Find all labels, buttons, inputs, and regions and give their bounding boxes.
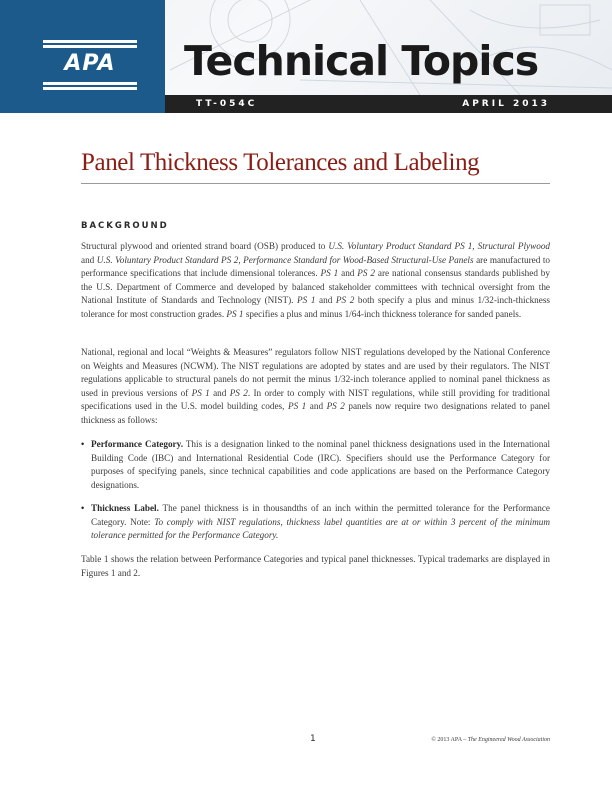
document-code: TT-054C <box>196 99 258 109</box>
article-heading: Panel Thickness Tolerances and Labeling <box>81 149 480 176</box>
text-run: . In order to comply with NIST regulations, while still providing for traditional specifications used in the U.S. model building codes, <box>81 387 551 412</box>
standard-ref: PS 2 <box>326 401 345 412</box>
list-item-thickness-label <box>81 502 550 543</box>
list-item-term: Performance Category. <box>91 439 184 449</box>
text-run: Structural plywood and oriented strand board (OSB) produced to <box>81 241 329 251</box>
list-item-body <box>91 438 550 492</box>
standard-ref: PS 1 <box>226 308 244 319</box>
standard-ref: PS 2 <box>335 295 355 306</box>
bullet-marker: • <box>81 439 85 449</box>
standard-ref: PS 1 <box>191 387 210 398</box>
text-run: panels now require two designations related to panel thickness as follows: <box>81 401 551 425</box>
footer-copyright <box>431 737 550 743</box>
logo-stripe <box>43 45 137 48</box>
page-number: 1 <box>310 734 316 744</box>
text-run: and <box>315 295 336 306</box>
logo-stripe <box>43 40 137 43</box>
standard-ref: PS 1 <box>287 401 307 412</box>
paragraph-background-2 <box>81 346 550 428</box>
text-run: both specify a plus and minus 1/32-inch-thickness tolerance for most construction grades. <box>81 295 550 319</box>
text-run: and <box>306 401 327 412</box>
logo-text: APA <box>64 51 116 76</box>
logo-stripe <box>43 82 137 85</box>
text-run: are manufactured to performance specifications that include dimensional tolerances. <box>81 254 550 279</box>
standard-ref: PS 1 <box>320 268 339 279</box>
paragraph-table-intro: Table 1 shows the relation between Performance Categories and typical panel thicknesses. Typical trademarks are displayed in Figures 1 and 2. <box>81 554 550 578</box>
text-run: National, regional and local “Weights & Measures” regulators follow NIST regulations developed by the National Conference on Weights and Measures (NCWM). The NIST regulations are adopted by states and are used by their regulators. The NIST regulations applicable to structural panels do not permit the minus 1/32-inch tolerance applied to nominal panel thickness as used in previous versions of <box>81 347 550 398</box>
copyright-text: © 2013 APA – <box>431 737 468 743</box>
bullet-marker: • <box>81 503 85 513</box>
text-run: and <box>209 387 230 398</box>
list-item-text: The panel thickness is in thousandths of an inch within the permitted tolerance for the Performance Category. Note: <box>91 503 551 527</box>
standard-ref: PS 2 <box>357 268 375 279</box>
text-run: and <box>81 254 97 265</box>
paragraph-background-1 <box>81 240 550 322</box>
standard-ref: PS 2 <box>229 387 248 398</box>
document-date: APRIL 2013 <box>462 99 550 109</box>
standard-title: U.S. Voluntary Product Standard PS 1, Structural Plywood <box>328 241 551 251</box>
list-item-note: To comply with NIST regulations, thickness label quantities are at or within 3 percent of the minimum tolerance permitted for the Performance Category. <box>91 516 550 541</box>
text-run: and <box>338 268 358 279</box>
standard-ref: PS 1 <box>297 295 316 306</box>
heading-rule <box>81 183 550 184</box>
apa-logo <box>0 0 165 113</box>
logo-stripe <box>43 87 137 90</box>
list-item-performance-category <box>81 438 550 492</box>
list-item-term: Thickness Label. <box>91 503 159 513</box>
list-item-body <box>91 502 550 543</box>
text-run: are national consensus standards published by the U.S. Department of Commerce and developed by balanced stakeholder committees with technical oversight from the National Institute of Standards and Technology (NIST). <box>81 268 550 306</box>
document-series-title: Technical Topics <box>184 37 539 85</box>
list-item-text: This is a designation linked to the nominal panel thickness designations used in the International Building Code (IBC) and International Residential Code (IRC). Specifiers should use the Performance Category for purposes of specifying panels, since technical capabilities and code applications are based on the Performance Category designations. <box>91 439 550 490</box>
association-name: The Engineered Wood Association <box>467 737 550 743</box>
section-heading: BACKGROUND <box>81 221 169 231</box>
standard-title: U.S. Voluntary Product Standard PS 2, Performance Standard for Wood-Based Structural-Use Panels <box>96 254 474 265</box>
text-run: specifies a plus and minus 1/64-inch thickness tolerance for sanded panels. <box>243 308 522 319</box>
